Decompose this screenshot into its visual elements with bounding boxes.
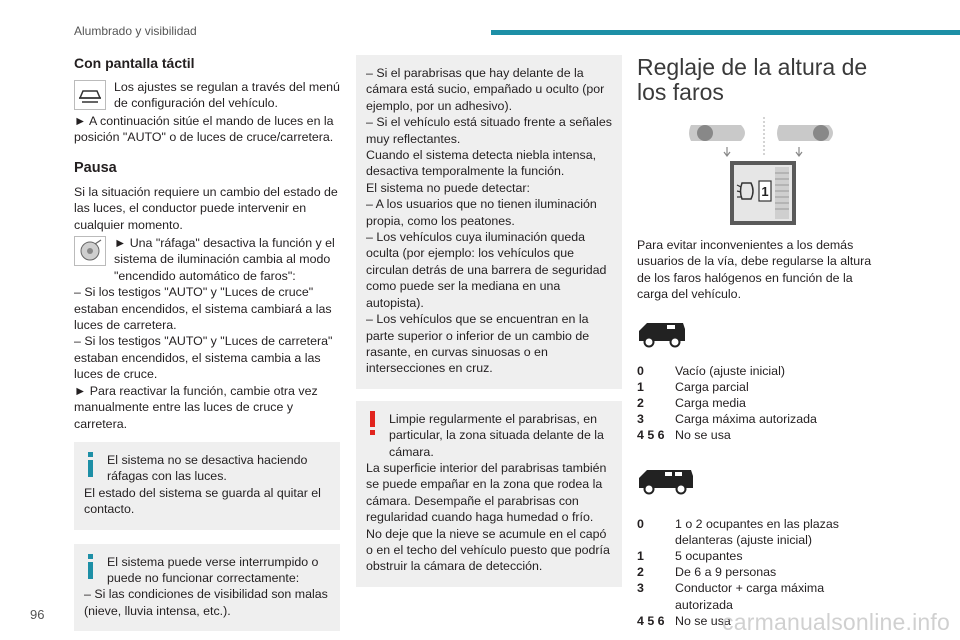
steering-wheel-flash-icon (74, 236, 106, 266)
load-row: 2 Carga media (637, 396, 746, 411)
section-title: Alumbrado y visibilidad (74, 24, 197, 38)
load-row: 3 Conductor + carga máxima autorizada (637, 581, 825, 612)
page-number: 96 (30, 607, 45, 622)
pause-heading: Pausa (74, 159, 117, 176)
headlamp-height-control-icon (679, 117, 849, 227)
limit-line: – Si el parabrisas que hay delante de la cámara está sucio, empañado u oculto (por ejemplo, por un adhesivo). (366, 66, 605, 113)
limit-line: – Si el vehículo está situado frente a señales muy reflectantes. (366, 115, 612, 146)
warn-line: No deje que la nieve se acumule en el capó o en el techo del vehículo puesto que podría obstruir la cámara de detección. (366, 526, 610, 574)
load-row: 0 Vacío (ajuste inicial) (637, 363, 785, 378)
info2-text-b: – Si las condiciones de visibilidad son malas (nieve, lluvia intensa, etc.). (84, 587, 328, 618)
pause-bullet1: – Si los testigos "AUTO" y "Luces de cruce" estaban encendidos, el sistema cambiará a las luces de carretera. (74, 285, 332, 333)
touch-heading: Con pantalla táctil (74, 55, 195, 71)
pause-step-paragraph (74, 235, 340, 284)
pause-step1: ► Una "ráfaga" desactiva la función y el sistema de iluminación cambia al modo "encendido automático de faros": (114, 236, 335, 283)
load-row: 2 De 6 a 9 personas (637, 565, 777, 580)
info2-text-a: El sistema puede verse interrumpido o puede no funcionar correctamente: (107, 554, 319, 585)
pause-bullet2: – Si los testigos "AUTO" y "Luces de carretera" estaban encendidos, el sistema cambia a las luces de cruce. (74, 334, 333, 382)
warning-icon (370, 411, 375, 427)
info-box-1 (74, 442, 340, 530)
warn-line: Limpie regularmente el parabrisas, en particular, la zona situada delante de la cámara. (389, 411, 604, 459)
warning-box (356, 401, 622, 587)
info-icon (88, 452, 93, 457)
load-list-1 (637, 363, 883, 444)
load-row: 4 5 6 No se usa (637, 613, 731, 628)
limit-line: Cuando el sistema detecta niebla intensa, desactiva temporalmente la función. (366, 148, 597, 179)
load-row: 0 1 o 2 ocupantes en las plazas delanteras (ajuste inicial) (637, 516, 839, 547)
limit-line: El sistema no puede detectar: (366, 180, 530, 195)
touch-step: ► A continuación sitúe el mando de luces en la posición "AUTO" o de luces de cruce/carretera. (74, 114, 334, 145)
info1-text-a: El sistema no se desactiva haciendo ráfagas con las luces. (107, 452, 308, 484)
load-row: 3 Carga máxima autorizada (637, 412, 817, 427)
pause-intro: Si la situación requiere un cambio del estado de las luces, el conductor puede intervenir en cualquier momento. (74, 184, 338, 232)
control-digit: 1 (761, 184, 769, 199)
info-icon (88, 554, 93, 559)
column-middle (356, 55, 622, 587)
pause-step2: ► Para reactivar la función, cambie otra vez manualmente entre las luces de cruce y carretera. (74, 383, 318, 431)
watermark-text: carmanualsonline.info (722, 609, 950, 635)
load-row: 1 Carga parcial (637, 379, 749, 394)
car-settings-icon (74, 80, 106, 110)
column-left (74, 55, 340, 631)
limit-line: – Los vehículos que se encuentran en la parte superior o inferior de un cambio de rasante, en curvas sinuosas o en intersecciones en cruz. (366, 312, 590, 376)
headlamp-figure (679, 117, 883, 227)
touch-text: Los ajustes se regulan a través del menú de configuración del vehículo. (114, 80, 340, 111)
load-row: 4 5 6 No se usa (637, 428, 731, 443)
limit-line: – Los vehículos cuya iluminación queda oculta (por ejemplo: los vehículos que circulan detrás de una barrera de seguridad como puede ser la mediana en una autopista). (366, 230, 607, 310)
touch-paragraph (74, 79, 340, 113)
van-short-icon (637, 319, 883, 349)
load-row: 1 5 ocupantes (637, 549, 743, 564)
section-heading: Reglaje de la altura de los faros (637, 54, 868, 105)
info1-text-b: El estado del sistema se guarda al quitar el contacto. (84, 485, 321, 517)
warn-line: La superficie interior del parabrisas también se puede empañar en la zona que rodea la cámara. Desempañe el parabrisas con regularidad cuando haga humedad o frío. (366, 460, 607, 525)
limit-line: – A los usuarios que no tienen iluminación propia, como los peatones. (366, 197, 597, 228)
intro-text: Para evitar inconvenientes a los demás usuarios de la vía, debe regularse la altura de los faros halógenos en función de la carga del vehículo. (637, 238, 872, 302)
header-accent-bar (491, 30, 960, 35)
limitations-box (356, 55, 622, 389)
info-box-2 (74, 544, 340, 632)
column-right (637, 55, 883, 629)
van-long-icon (637, 466, 883, 496)
